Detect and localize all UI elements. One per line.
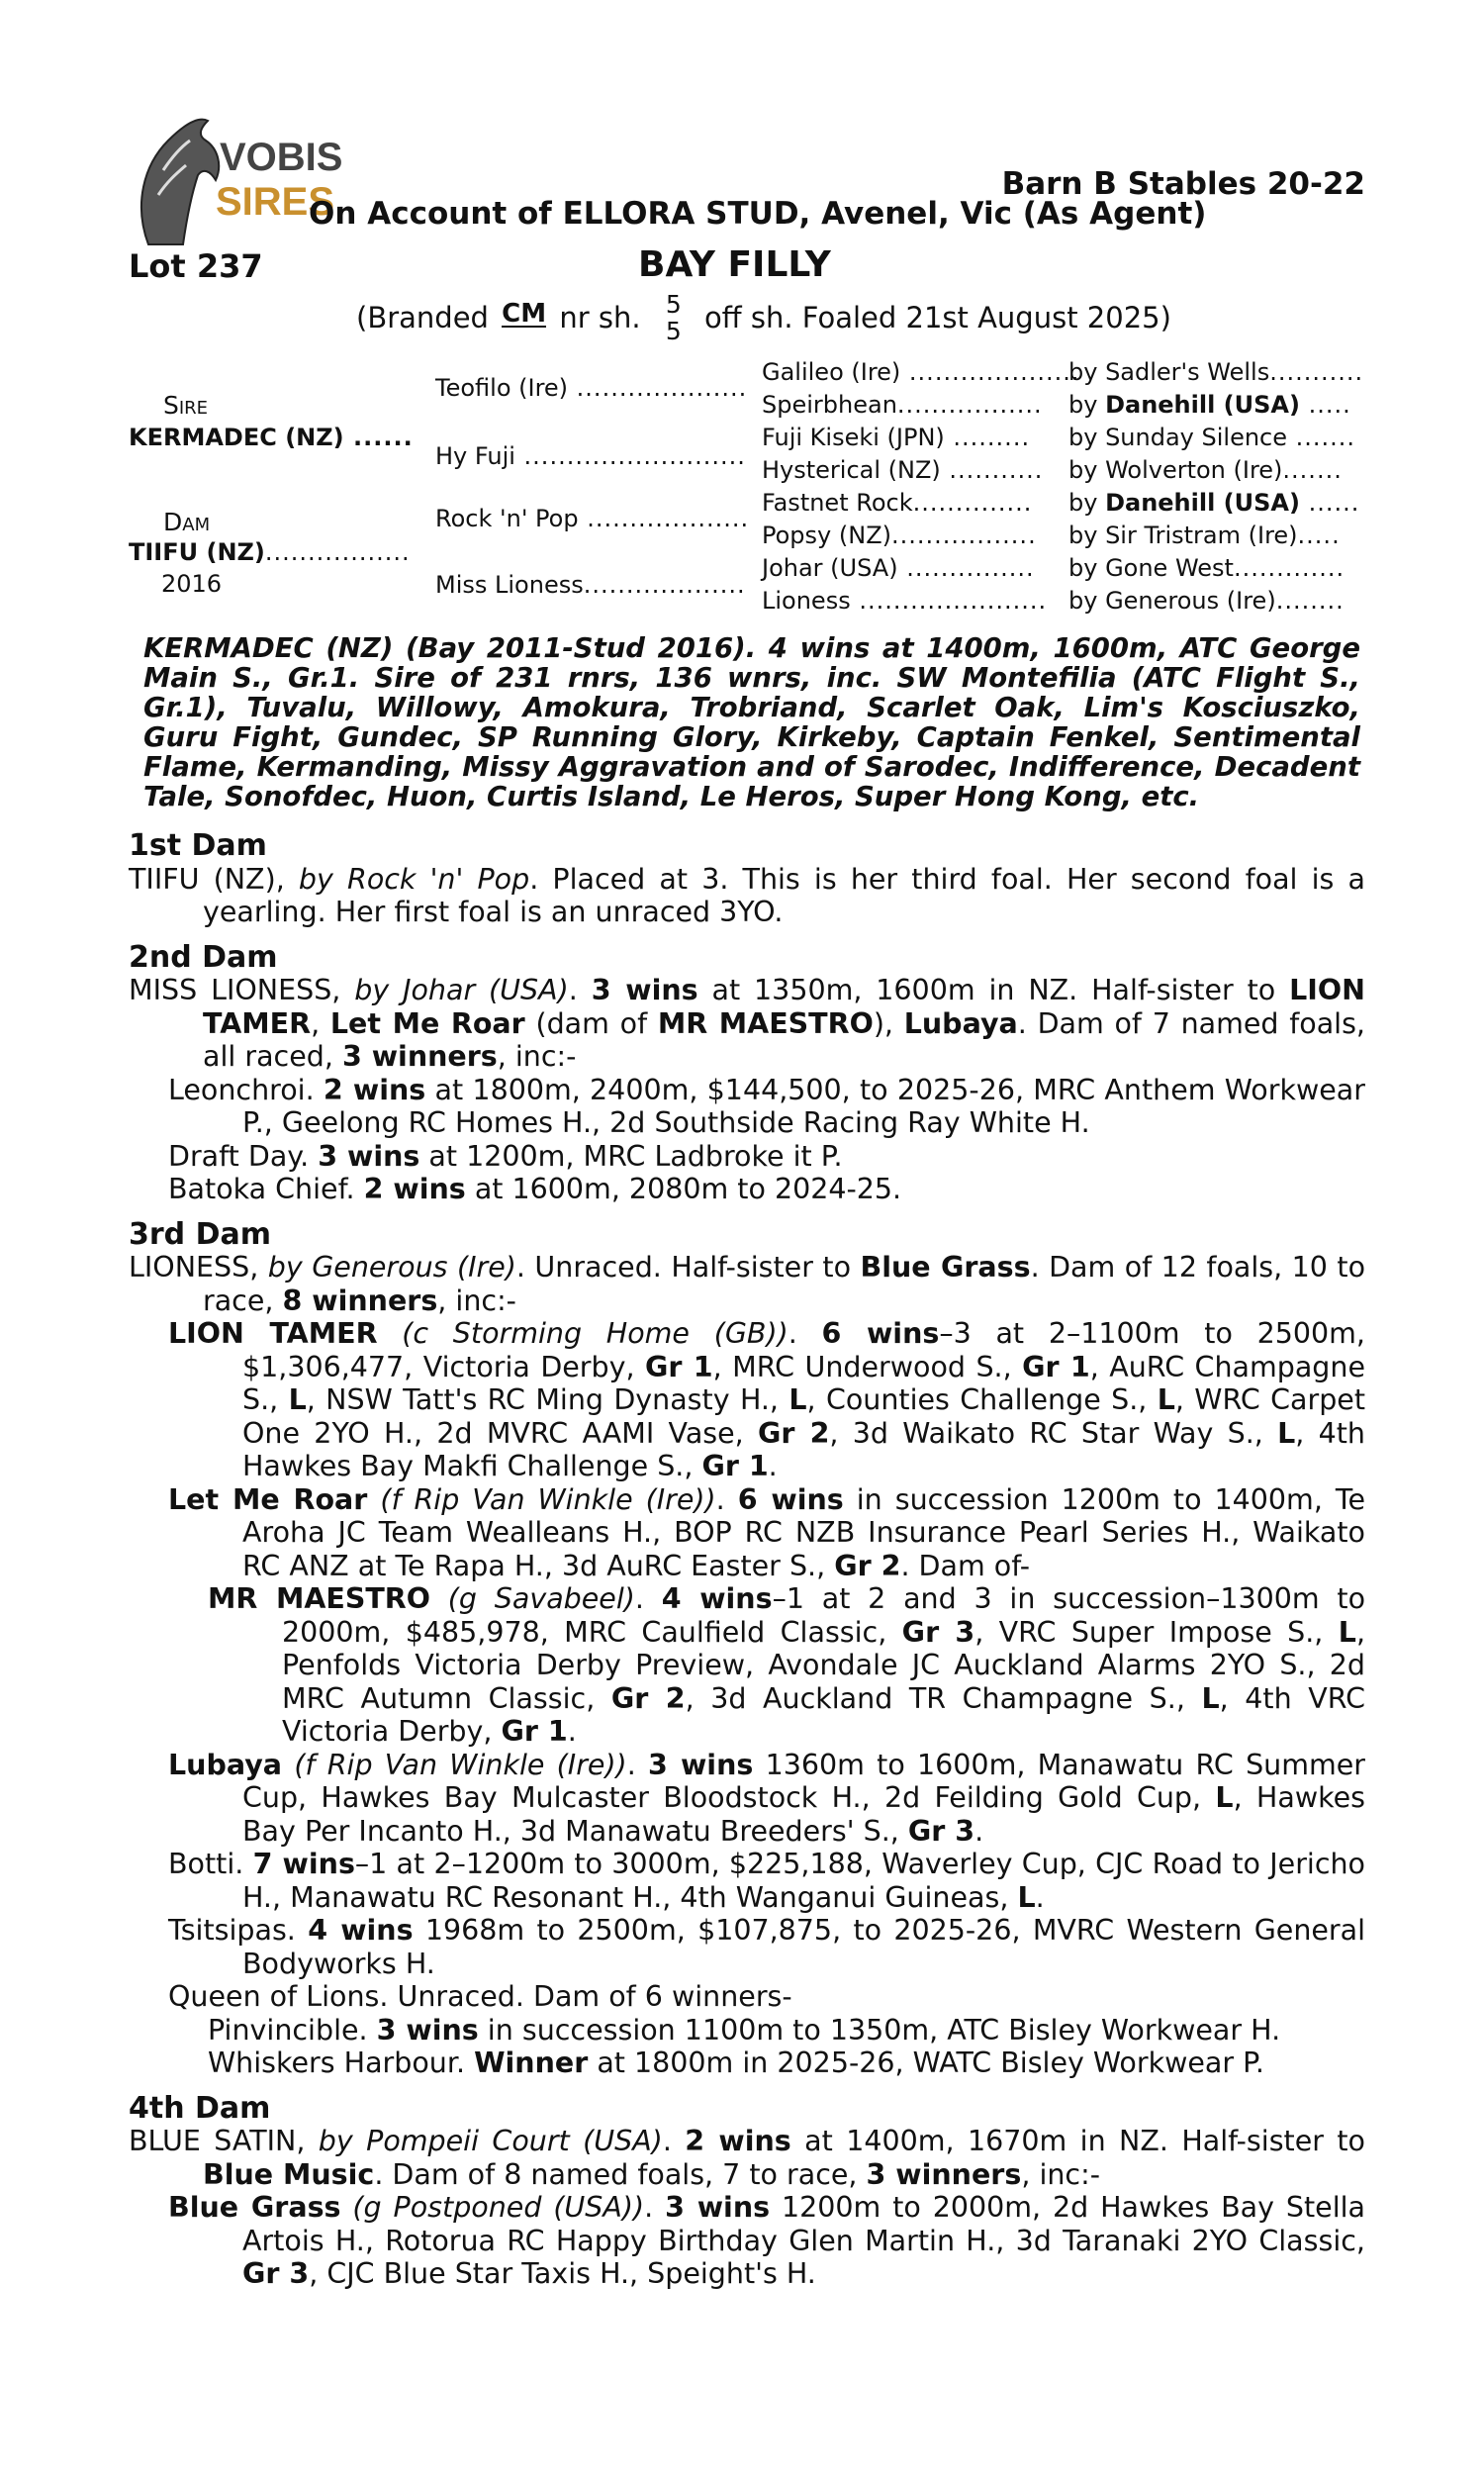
progeny-lion-tamer: LION TAMER (c Storming Home (GB)). 6 wins–3 at 2–1100m to 2500m, $1,306,477, Victoria Derby, Gr 1, MRC Underwood S., Gr 1, AuRC Champagne S., L, NSW Tatt's RC Ming Dynasty H., L, Counties Challenge S., L, WRC Carpet One 2YO H., 2d MVRC AAMI Vase, Gr 2, 3d Waikato RC Star Way S., L, 4th Hawkes Bay Makfi Challenge S., Gr 1. [168,1317,1365,1482]
dam-sections [129,829,1365,2291]
progeny-leonchroi: Leonchroi. 2 wins at 1800m, 2400m, $144,500, to 2025-26, MRC Anthem Workwear P., Geelong RC Homes H., 2d Southside Racing Ray White H. [168,1073,1365,1139]
ggs-0: Galileo (Ire) .................... [762,358,1080,386]
fourth-dam-heading: 4th Dam [129,2090,271,2126]
lot-number: Lot 237 [129,247,263,285]
ggs-7: Lioness ...................... [762,587,1048,615]
gggs-6: by Gone West............. [1068,554,1345,582]
pedigree-table [129,351,1365,623]
progeny-lubaya: Lubaya (f Rip Van Winkle (Ire)). 3 wins 1360m to 1600m, Manawatu RC Summer Cup, Hawkes Bay Mulcaster Bloodstock H., 2d Feilding Gold Cup, L, Hawkes Bay Per Incanto H., 3d Manawatu Breeders' S., Gr 3. [168,1748,1365,1848]
progeny-let-me-roar: Let Me Roar (f Rip Van Winkle (Ire)). 6 wins in succession 1200m to 1400m, Te Aroha JC Team Wealleans H., BOP RC NZB Insurance Pearl Series H., Waikato RC ANZ at Te Rapa H., 3d AuRC Easter S., Gr 2. Dam of- [168,1482,1365,1582]
gggs-5: by Sir Tristram (Ire)..... [1068,522,1341,549]
dam-label: Dam [163,508,211,536]
third-dam-entry: LIONESS, by Generous (Ire). Unraced. Half-sister to Blue Grass. Dam of 12 foals, 10 to race, 8 winners, inc:- [129,1251,1366,1317]
sire-summary: KERMADEC (NZ) (Bay 2011-Stud 2016). 4 wins at 1400m, 1600m, ATC George Main S., Gr.1. Sire of 231 rnrs, 136 wnrs, inc. SW Montefilia (ATC Flight S., Gr.1), Tuvalu, Willowy, Amokura, Trobriand, Scarlet Oak, Lim's Kosciuszko, Guru Fight, Gundec, SP Running Glory, Kirkeby, Captain Fenkel, Sentimental Flame, Kermanding, Missy Aggravation and of Sarodec, Indifference, Decadent Tale, Sonofdec, Huon, Curtis Island, Le Heros, Super Hong Kong, etc. [143,632,1360,812]
gggs-2: by Sunday Silence ....... [1068,424,1356,451]
ggs-6: Johar (USA) ............... [762,554,1035,582]
progeny-botti: Botti. 7 wins–1 at 2–1200m to 3000m, $225,188, Waverley Cup, CJC Road to Jericho H., Manawatu RC Resonant H., 4th Wanganui Guineas, L. [168,1848,1365,1914]
ggs-5: Popsy (NZ)................. [762,522,1037,549]
ggs-3: Hysterical (NZ) ........... [762,456,1044,484]
grandsire-4: Miss Lioness................... [435,571,746,599]
logo-vobis: VOBIS [220,136,343,179]
third-dam-heading: 3rd Dam [129,1216,271,1252]
gggs-3: by Wolverton (Ire)....... [1068,456,1343,484]
gggs-0: by Sadler's Wells........... [1068,358,1364,386]
vobis-sires-logo [129,111,343,249]
horse-description: BAY FILLY [638,244,831,285]
gggs-4: by Danehill (USA) ...... [1068,489,1360,517]
brand-mark: CM [502,299,547,329]
progeny-draft-day: Draft Day. 3 wins at 1200m, MRC Ladbroke it P. [168,1139,843,1173]
second-dam-heading: 2nd Dam [129,939,278,975]
progeny-queen-of-lions: Queen of Lions. Unraced. Dam of 6 winners- [168,1980,792,2013]
progeny-blue-grass: Blue Grass (g Postponed (USA)). 3 wins 1200m to 2000m, 2d Hawkes Bay Stella Artois H., Rotorua RC Happy Birthday Glen Martin H., 3d Taranaki 2YO Classic, Gr 3, CJC Blue Star Taxis H., Speight's H. [168,2191,1366,2290]
ggs-2: Fuji Kiseki (JPN) ......... [762,424,1031,451]
progeny-whiskers-harbour: Whiskers Harbour. Winner at 1800m in 2025-26, WATC Bisley Workwear P. [208,2046,1264,2079]
dam-year: 2016 [161,570,223,598]
progeny-mr-maestro: MR MAESTRO (g Savabeel). 4 wins–1 at 2 and 3 in succession–1300m to 2000m, $485,978, MRC Caulfield Classic, Gr 3, VRC Super Impose S., L, Penfolds Victoria Derby Preview, Avondale JC Auckland Alarms 2YO S., 2d MRC Autumn Classic, Gr 2, 3d Auckland TR Champagne S., L, 4th VRC Victoria Derby, Gr 1. [208,1582,1366,1748]
barn-location: Barn B Stables 20-22 [1001,166,1365,202]
progeny-batoka-chief: Batoka Chief. 2 wins at 1600m, 2080m to 2024-25. [168,1173,902,1205]
fourth-dam-entry: BLUE SATIN, by Pompeii Court (USA). 2 wins at 1400m, 1670m in NZ. Half-sister to Blue Music. Dam of 8 named foals, 7 to race, 3 winners, inc:- [129,2125,1365,2191]
progeny-pinvincible: Pinvincible. 3 wins in succession 1100m to 1350m, ATC Bisley Workwear H. [208,2013,1281,2046]
grandsire-3: Rock 'n' Pop ................... [435,505,750,532]
gggs-1: by Danehill (USA) ..... [1068,391,1351,419]
first-dam-entry: TIIFU (NZ), by Rock 'n' Pop. Placed at 3. This is her third foal. Her second foal is a yearling. Her first foal is an unraced 3YO. [129,862,1365,928]
brand-foaled-line: (Branded CM nr sh. 5 5 off sh. Foaled 21st August 2025) [356,290,1171,345]
vendor-account: On Account of ELLORA STUD, Avenel, Vic (As Agent) [309,196,1207,232]
grandsire-1: Teofilo (Ire) .................... [435,374,748,402]
grandsire-2: Hy Fuji .......................... [435,442,746,470]
ggs-4: Fastnet Rock.............. [762,489,1033,517]
gggs-7: by Generous (Ire)........ [1068,587,1345,615]
sire-label: Sire [163,391,209,420]
progeny-tsitsipas: Tsitsipas. 4 wins 1968m to 2500m, $107,875, to 2025-26, MVRC Western General Bodyworks H. [168,1914,1366,1980]
brand-number: 5 5 [665,290,682,345]
dam-name: TIIFU (NZ)................. [129,538,411,566]
first-dam-heading: 1st Dam [129,828,267,863]
horse-head-icon [141,120,219,244]
logo-sires: SIRES [216,180,335,224]
ggs-1: Speirbhean................. [762,391,1043,419]
second-dam-entry: MISS LIONESS, by Johar (USA). 3 wins at 1350m, 1600m in NZ. Half-sister to LION TAMER, Let Me Roar (dam of MR MAESTRO), Lubaya. Dam of 7 named foals, all raced, 3 winners, inc:- [129,974,1365,1073]
sire-name: KERMADEC (NZ) ...... [129,424,414,451]
